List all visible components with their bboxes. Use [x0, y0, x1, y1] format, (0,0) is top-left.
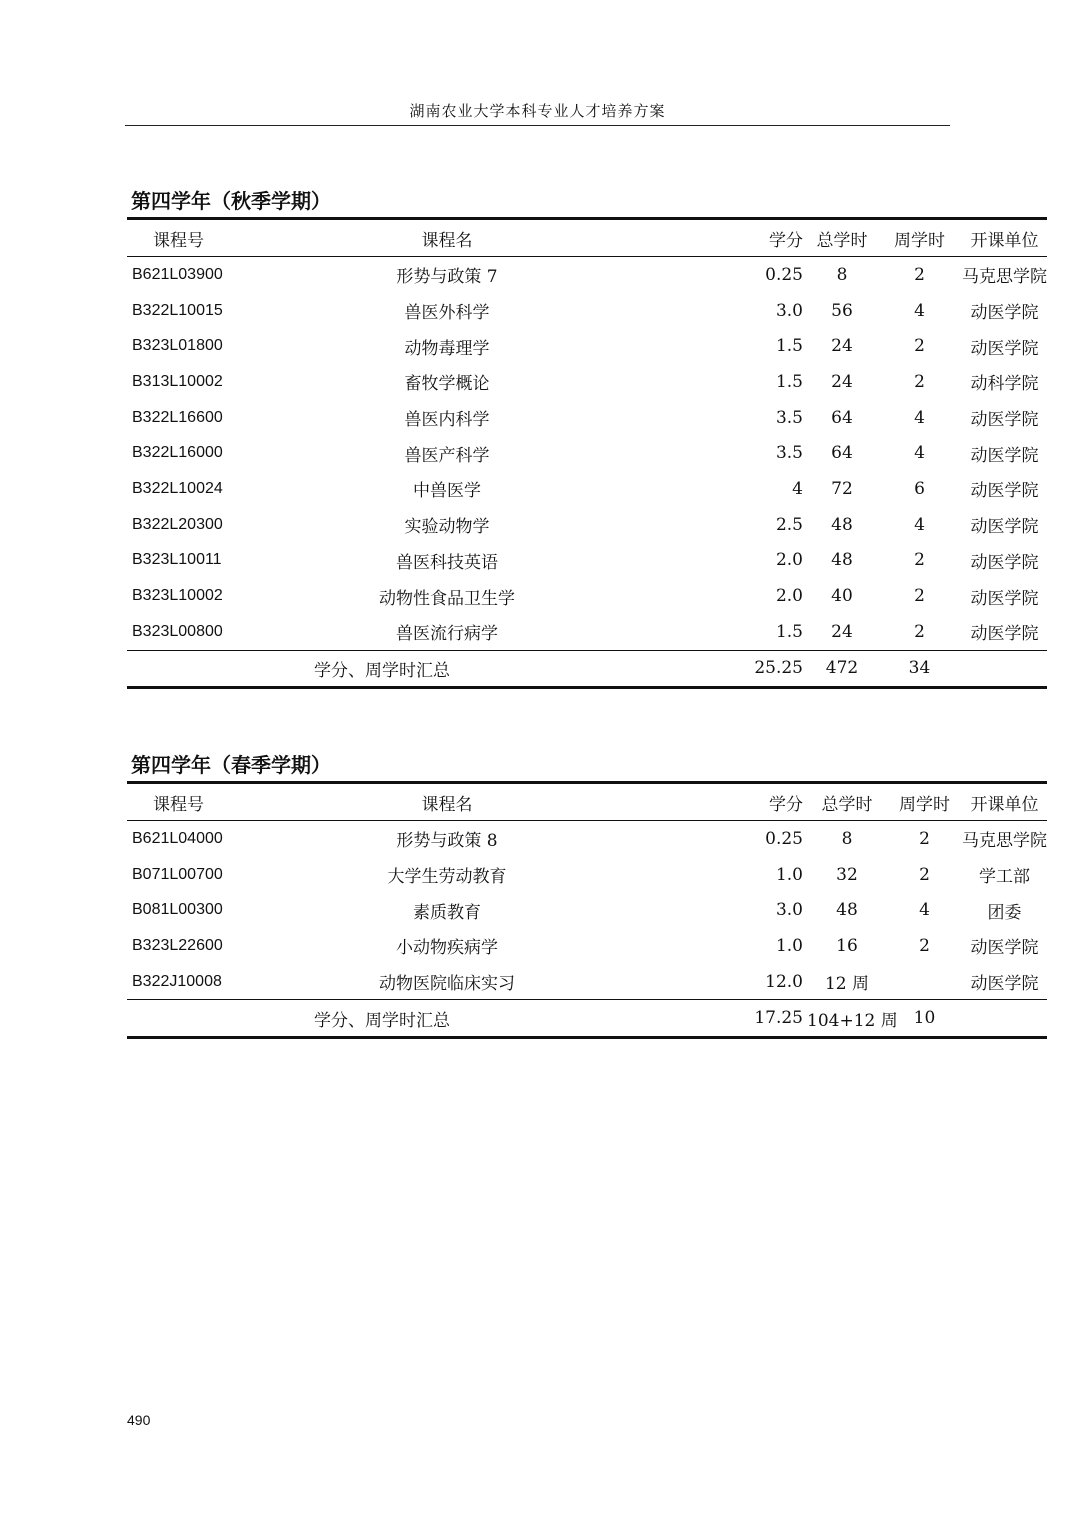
course-name-cell: 素质教育 — [413, 902, 481, 923]
course-dept-cell: 学工部 — [979, 867, 1030, 888]
course-credit-cell: 3.0 — [775, 900, 803, 921]
course-dept-cell: 动医学院 — [970, 624, 1039, 645]
course-name-cell: 兽医外科学 — [404, 303, 490, 324]
course-credit-cell: 3.5 — [775, 407, 803, 428]
course-credit-cell: 0.25 — [765, 828, 803, 849]
course-weekly-hours-cell: 2 — [914, 264, 925, 285]
course-dept-cell: 马克思学院 — [962, 267, 1047, 288]
course-name-cell: 兽医科技英语 — [396, 552, 498, 573]
autumn-section-title: 第四学年（秋季学期） — [131, 189, 331, 213]
spring-course-table — [127, 781, 1047, 1039]
course-code-cell: B323L22600 — [132, 936, 223, 954]
col-header-weekly-hours: 周学时 — [894, 230, 945, 251]
course-credit-cell: 1.0 — [775, 935, 803, 956]
summary-weekly-hours: 10 — [913, 1008, 936, 1029]
table-row — [127, 400, 1047, 436]
col-header-total-hours: 总学时 — [821, 794, 873, 815]
summary-label: 学分、周学时汇总 — [314, 660, 450, 681]
course-total-hours-cell: 48 — [831, 550, 853, 571]
course-weekly-hours-cell: 2 — [914, 336, 925, 357]
course-total-hours-cell: 56 — [831, 300, 853, 321]
course-code-cell: B621L03900 — [132, 265, 223, 283]
summary-row — [127, 650, 1047, 688]
course-name-cell: 兽医产科学 — [404, 445, 490, 466]
course-dept-cell: 动医学院 — [970, 588, 1039, 609]
table-row — [127, 821, 1047, 857]
summary-weekly-hours: 34 — [908, 658, 931, 679]
table-row — [127, 293, 1047, 329]
autumn-course-table — [127, 217, 1047, 689]
course-dept-cell: 动医学院 — [970, 938, 1039, 959]
table-row — [127, 857, 1047, 893]
course-code-cell: B313L10002 — [132, 372, 223, 390]
summary-total-hours: 472 — [825, 658, 859, 679]
col-header-dept: 开课单位 — [970, 230, 1039, 251]
page-number: 490 — [127, 1412, 151, 1428]
course-total-hours-cell: 16 — [836, 935, 858, 956]
col-header-dept: 开课单位 — [970, 794, 1039, 815]
course-total-hours-cell: 24 — [831, 336, 853, 357]
course-name-cell: 动物毒理学 — [404, 338, 490, 359]
course-weekly-hours-cell: 4 — [914, 443, 925, 464]
table-row — [127, 892, 1047, 928]
col-header-code: 课程号 — [153, 794, 204, 815]
course-weekly-hours-cell: 4 — [914, 300, 925, 321]
col-header-name: 课程名 — [421, 230, 473, 251]
course-code-cell: B322L16600 — [132, 408, 223, 426]
header-divider — [125, 125, 950, 126]
course-dept-cell: 动医学院 — [970, 481, 1039, 502]
course-total-hours-cell: 40 — [831, 586, 853, 607]
course-code-cell: B323L00800 — [132, 622, 223, 640]
spring-table-body — [127, 821, 1047, 1000]
course-total-hours-cell: 48 — [831, 514, 853, 535]
course-name-cell: 中兽医学 — [413, 481, 481, 502]
course-credit-cell: 2.5 — [775, 514, 803, 535]
course-code-cell: B322L10024 — [132, 479, 223, 497]
course-weekly-hours-cell: 2 — [914, 621, 925, 642]
course-code-cell: B081L00300 — [132, 901, 223, 919]
summary-total-hours: 104+12 周 — [807, 1010, 898, 1031]
course-dept-cell: 团委 — [987, 902, 1022, 923]
course-dept-cell: 动医学院 — [970, 303, 1039, 324]
table-header-row — [127, 783, 1047, 821]
course-total-hours-cell: 8 — [841, 828, 853, 849]
course-weekly-hours-cell: 6 — [914, 478, 925, 499]
course-total-hours-cell: 24 — [831, 621, 853, 642]
course-name-cell: 兽医内科学 — [404, 410, 490, 431]
col-header-code: 课程号 — [153, 230, 204, 251]
course-weekly-hours-cell: 2 — [914, 586, 925, 607]
table-row — [127, 928, 1047, 964]
course-name-cell: 动物医院临床实习 — [379, 974, 515, 995]
col-header-credit: 学分 — [769, 230, 803, 251]
course-total-hours-cell: 72 — [831, 478, 853, 499]
course-total-hours-cell: 64 — [831, 407, 853, 428]
col-header-total-hours: 总学时 — [816, 230, 868, 251]
course-credit-cell: 2.0 — [775, 586, 803, 607]
course-code-cell: B621L04000 — [132, 829, 223, 847]
course-weekly-hours-cell: 4 — [919, 900, 930, 921]
table-row — [127, 328, 1047, 364]
document-header-title: 湖南农业大学本科专业人才培养方案 — [409, 102, 666, 120]
course-weekly-hours-cell: 2 — [919, 864, 930, 885]
table-row — [127, 964, 1047, 1000]
course-total-hours-cell: 8 — [836, 264, 848, 285]
course-credit-cell: 2.0 — [775, 550, 803, 571]
course-total-hours-cell: 24 — [831, 371, 853, 392]
table-row — [127, 543, 1047, 579]
table-row — [127, 435, 1047, 471]
course-credit-cell: 1.5 — [775, 336, 803, 357]
table-header-row — [127, 219, 1047, 257]
course-name-cell: 畜牧学概论 — [404, 374, 490, 395]
course-name-cell: 形势与政策 7 — [396, 267, 498, 288]
table-row — [127, 364, 1047, 400]
summary-row — [127, 1000, 1047, 1038]
col-header-weekly-hours: 周学时 — [899, 794, 950, 815]
spring-section-title: 第四学年（春季学期） — [131, 753, 331, 777]
course-credit-cell: 3.5 — [775, 443, 803, 464]
table-row — [127, 614, 1047, 650]
course-code-cell: B322L20300 — [132, 515, 223, 533]
summary-dept-empty — [962, 650, 1047, 688]
table-row — [127, 578, 1047, 614]
course-weekly-hours-cell: 4 — [914, 407, 925, 428]
course-dept-cell: 动医学院 — [970, 517, 1039, 538]
course-code-cell: B322L10015 — [132, 301, 223, 319]
course-dept-cell: 动医学院 — [970, 410, 1039, 431]
course-dept-cell: 动医学院 — [970, 445, 1039, 466]
course-credit-cell: 1.0 — [775, 864, 803, 885]
course-name-cell: 小动物疾病学 — [396, 938, 498, 959]
course-weekly-hours-cell: 2 — [914, 371, 925, 392]
course-dept-cell: 马克思学院 — [962, 831, 1047, 852]
course-dept-cell: 动医学院 — [970, 338, 1039, 359]
summary-dept-empty — [962, 1000, 1047, 1038]
course-credit-cell: 4 — [792, 478, 803, 499]
autumn-table-body — [127, 257, 1047, 651]
course-credit-cell: 1.5 — [775, 621, 803, 642]
course-weekly-hours-cell: 2 — [919, 935, 930, 956]
course-weekly-hours-cell: 2 — [919, 828, 930, 849]
col-header-credit: 学分 — [769, 794, 803, 815]
course-total-hours-cell: 64 — [831, 443, 853, 464]
course-weekly-hours-cell: 4 — [914, 514, 925, 535]
summary-credit: 17.25 — [754, 1008, 803, 1029]
course-code-cell: B323L01800 — [132, 337, 223, 355]
course-code-cell: B323L10002 — [132, 587, 223, 605]
course-name-cell: 形势与政策 8 — [396, 831, 498, 852]
course-total-hours-cell: 32 — [836, 864, 858, 885]
course-code-cell: B322L16000 — [132, 444, 223, 462]
course-name-cell: 兽医流行病学 — [396, 624, 498, 645]
course-code-cell: B322J10008 — [132, 972, 222, 990]
course-weekly-hours-cell — [887, 964, 962, 1000]
course-name-cell: 实验动物学 — [404, 517, 490, 538]
summary-label: 学分、周学时汇总 — [314, 1010, 450, 1031]
col-header-name: 课程名 — [421, 794, 473, 815]
course-code-cell: B323L10011 — [132, 551, 222, 569]
course-credit-cell: 12.0 — [765, 971, 803, 992]
course-weekly-hours-cell: 2 — [914, 550, 925, 571]
course-credit-cell: 0.25 — [765, 264, 803, 285]
course-credit-cell: 1.5 — [775, 371, 803, 392]
course-dept-cell: 动医学院 — [970, 552, 1039, 573]
table-row — [127, 471, 1047, 507]
course-credit-cell: 3.0 — [775, 300, 803, 321]
course-dept-cell: 动科学院 — [970, 374, 1039, 395]
course-total-hours-cell: 12 周 — [824, 974, 870, 995]
course-name-cell: 大学生劳动教育 — [387, 867, 507, 888]
course-total-hours-cell: 48 — [836, 900, 858, 921]
course-name-cell: 动物性食品卫生学 — [379, 588, 515, 609]
course-dept-cell: 动医学院 — [970, 974, 1039, 995]
course-code-cell: B071L00700 — [132, 865, 223, 883]
table-row — [127, 257, 1047, 293]
table-row — [127, 507, 1047, 543]
summary-credit: 25.25 — [754, 658, 803, 679]
